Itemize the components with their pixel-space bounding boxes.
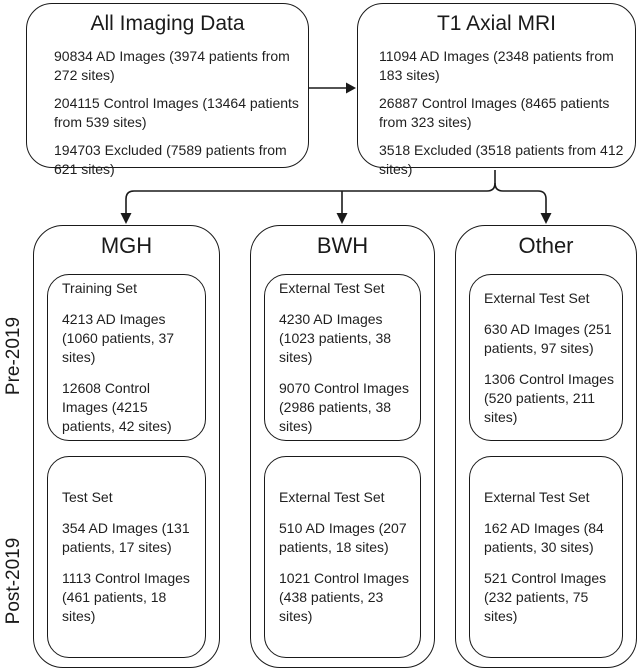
other-pre-2019-box xyxy=(469,274,623,441)
mgh-post-2019-box xyxy=(47,456,206,658)
set-label: External Test Set xyxy=(484,489,590,505)
mgh-title: MGH xyxy=(100,233,153,258)
mgh-column-box xyxy=(33,225,220,668)
stat-ad-images: 354 AD Images (131 patients, 17 sites) xyxy=(62,520,190,555)
other-post-2019-box xyxy=(469,456,623,658)
stat-excluded: 194703 Excluded (7589 patients from 621 sites) xyxy=(54,142,287,177)
stat-control-images: 1021 Control Images (438 patients, 23 sites) xyxy=(279,570,409,624)
t1-axial-mri-items xyxy=(358,37,635,179)
arrow-down-bwh-icon xyxy=(337,213,348,224)
set-label: Test Set xyxy=(62,489,113,505)
arrow-right-icon xyxy=(346,83,356,94)
branch-left-line xyxy=(126,183,495,213)
stat-control-images: 1113 Control Images (461 patients, 18 sites) xyxy=(62,570,190,624)
stat-ad-images: 162 AD Images (84 patients, 30 sites) xyxy=(484,520,604,555)
t1-axial-mri-title: T1 Axial MRI xyxy=(436,12,557,35)
all-imaging-data-items xyxy=(27,37,308,179)
branch-right-line xyxy=(495,183,546,213)
arrow-down-other-icon xyxy=(541,213,552,224)
other-column-box xyxy=(455,225,637,668)
set-label: External Test Set xyxy=(279,280,385,296)
set-label: Training Set xyxy=(62,280,137,296)
bwh-post-2019-box xyxy=(264,456,421,658)
stat-ad-images: 630 AD Images (251 patients, 97 sites) xyxy=(484,320,612,356)
other-title: Other xyxy=(518,233,574,258)
stat-control-images: 204115 Control Images (13464 patients from 539 sites) xyxy=(54,95,299,130)
t1-axial-mri-box xyxy=(357,3,636,177)
arrow-down-mgh-icon xyxy=(121,213,132,224)
stat-excluded: 3518 Excluded (3518 patients from 412 sites) xyxy=(379,142,624,177)
all-imaging-data-box xyxy=(26,3,309,177)
stat-control-images: 12608 Control Images (4215 patients, 42 sites) xyxy=(62,380,172,434)
bwh-pre-2019-box xyxy=(264,274,421,441)
bwh-column-box xyxy=(250,225,435,668)
stat-ad-images: 4230 AD Images (1023 patients, 38 sites) xyxy=(279,311,392,365)
stat-ad-images: 90834 AD Images (3974 patients from 272 sites) xyxy=(54,48,290,83)
stat-ad-images: 510 AD Images (207 patients, 18 sites) xyxy=(279,520,407,555)
set-label: External Test Set xyxy=(484,289,590,306)
stat-control-images: 521 Control Images (232 patients, 75 sites) xyxy=(484,570,607,624)
stat-ad-images: 4213 AD Images (1060 patients, 37 sites) xyxy=(62,311,175,365)
row-label-pre-2019: Pre-2019 xyxy=(3,316,24,396)
row-label-post-2019: Post-2019 xyxy=(3,537,24,625)
all-imaging-data-title: All Imaging Data xyxy=(90,12,245,35)
set-label: External Test Set xyxy=(279,489,385,505)
stat-control-images: 1306 Control Images (520 patients, 211 sites) xyxy=(484,370,614,425)
mgh-pre-2019-box xyxy=(47,274,206,441)
stat-control-images: 26887 Control Images (8465 patients from 323 sites) xyxy=(379,95,610,130)
stat-ad-images: 11094 AD Images (2348 patients from 183 sites) xyxy=(379,48,614,83)
stat-control-images: 9070 Control Images (2986 patients, 38 sites) xyxy=(279,380,409,434)
bwh-title: BWH xyxy=(316,233,369,258)
